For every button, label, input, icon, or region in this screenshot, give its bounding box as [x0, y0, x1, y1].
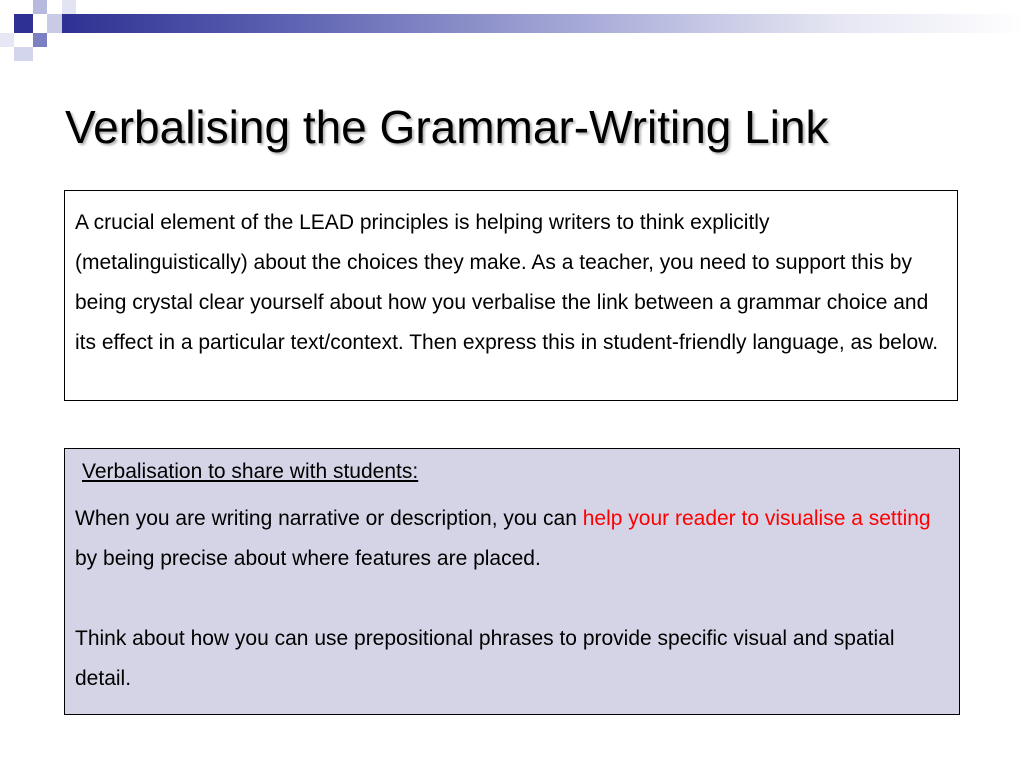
decorative-square [14, 14, 33, 33]
slide-title: Verbalising the Grammar-Writing Link [65, 101, 829, 153]
paragraph-spacer [75, 579, 949, 619]
decorative-square [47, 14, 62, 33]
decorative-square [33, 33, 47, 47]
intro-text: A crucial element of the LEAD principles is helping writers to think explicitly (metalinguistically) about the choices they make. As a teacher, you need to support this by being crystal clear yourself about how you verbalise the link between a grammar choice and its effect in a particular text/context. Then express this in student-friendly language, as below. [75, 211, 939, 354]
para1-text-before: When you are writing narrative or description, you can [75, 507, 583, 530]
para1-highlight: help your reader to visualise a setting [582, 507, 931, 530]
decorative-square [62, 0, 76, 14]
verbalisation-heading: Verbalisation to share with students: [82, 460, 419, 483]
decorative-square [33, 0, 47, 14]
para1-text-after: by being precise about where features are placed. [75, 547, 541, 570]
decorative-square [0, 33, 14, 47]
decorative-square [14, 47, 33, 61]
verbalisation-paragraph-2: Think about how you can use prepositional phrases to provide specific visual and spatial detail. [75, 627, 895, 690]
intro-text-box [64, 190, 958, 401]
verbalisation-box [64, 448, 960, 715]
verbalisation-paragraph-1 [75, 499, 949, 579]
header-gradient-bar [62, 14, 1024, 33]
